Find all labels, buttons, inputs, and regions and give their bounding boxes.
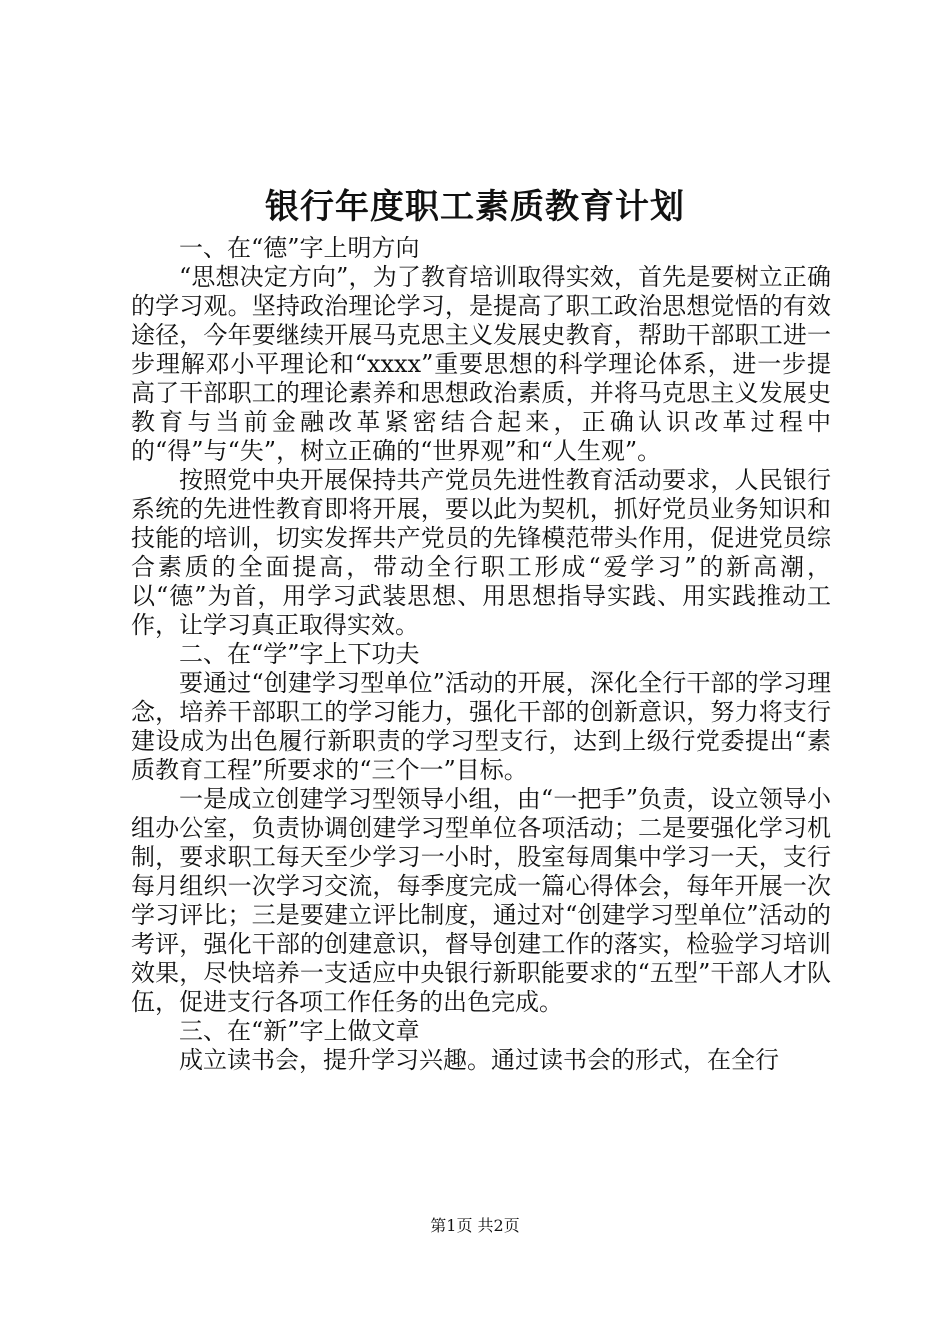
paragraph: 成立读书会，提升学习兴趣。通过读书会的形式，在全行 [179, 1046, 779, 1074]
section-heading: 二、在“学”字上下功夫 [179, 640, 420, 668]
document-title: 银行年度职工素质教育计划 [265, 187, 685, 227]
paragraph: 一是成立创建学习型领导小组，由“一把手”负责，设立领导小组办公室，负责协调创建学习型单位各项活动；二是要强化学习机制，要求职工每天至少学习一小时，股室每周集中学习一天，支行每月组织一次学习交流，每季度完成一篇心得体会，每年开展一次学习评比；三是要建立评比制度，通过对“创建学习型单位”活动的考评，强化干部的创建意识，督导创建工作的落实，检验学习培训效果，尽快培养一支适应中央银行新职能要求的“五型”干部人才队伍，促进支行各项工作任务的出色完成。 [131, 785, 831, 1016]
section-heading: 一、在“德”字上明方向 [179, 234, 420, 262]
page-footer: 第1页 共2页 [430, 1216, 520, 1235]
document-body [131, 234, 831, 1075]
section-heading: 三、在“新”字上做文章 [179, 1017, 420, 1045]
paragraph: 要通过“创建学习型单位”活动的开展，深化全行干部的学习理念，培养干部职工的学习能力，强化干部的创新意识，努力将支行建设成为出色履行新职责的学习型支行，达到上级行党委提出“素质教育工程”所要求的“三个一”目标。 [131, 669, 831, 784]
paragraph: “思想决定方向”，为了教育培训取得实效，首先是要树立正确的学习观。坚持政治理论学习，是提高了职工政治思想觉悟的有效途径，今年要继续开展马克思主义发展史教育，帮助干部职工进一步理解邓小平理论和“xxxx”重要思想的科学理论体系，进一步提高了干部职工的理论素养和思想政治素质，并将马克思主义发展史教育与当前金融改革紧密结合起来，正确认识改革过程中的“得”与“失”，树立正确的“世界观”和“人生观”。 [131, 263, 831, 465]
paragraph: 按照党中央开展保持共产党员先进性教育活动要求，人民银行系统的先进性教育即将开展，要以此为契机，抓好党员业务知识和技能的培训，切实发挥共产党员的先锋模范带头作用，促进党员综合素质的全面提高，带动全行职工形成“爱学习”的新高潮，以“德”为首，用学习武装思想、用思想指导实践、用实践推动工作，让学习真正取得实效。 [131, 466, 831, 639]
